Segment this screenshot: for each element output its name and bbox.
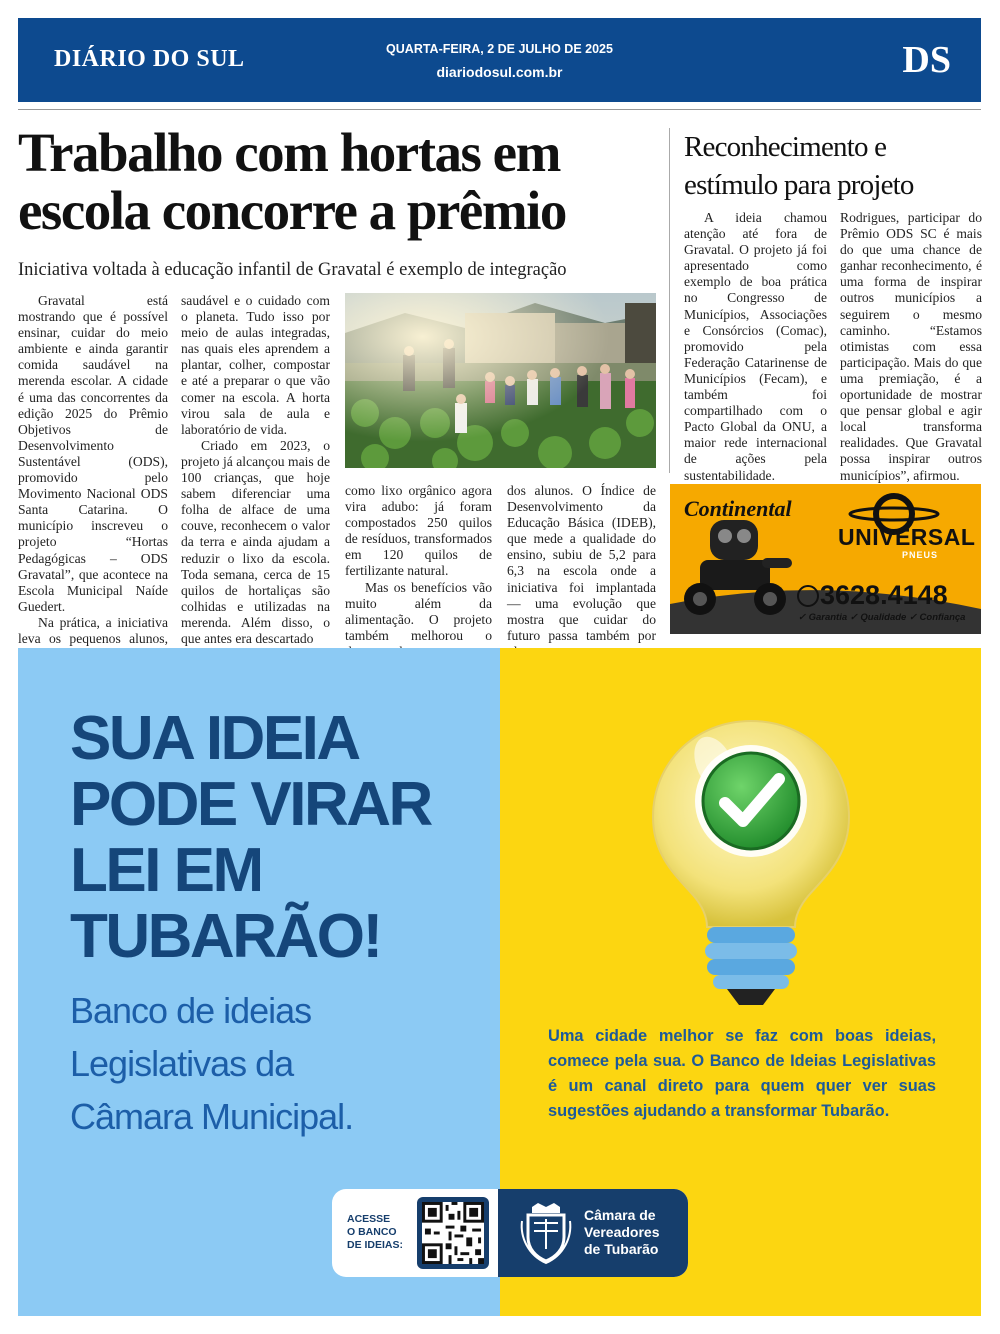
paragraph: A ideia chamou atenção até fora de Gravatal. O projeto já foi apresentado como exemplo de boa prática no Congresso de Municípios, Associações e Consórcios (Comac), promovido pela Federação Catarinense de Municípios (Fecam), e também foi compartilhado com o Pacto Global da ONU, a maior rede internacional de ações pela sustentabilidade. — [684, 210, 827, 483]
tyre-advertisement[interactable] — [670, 484, 981, 634]
ad-phone-number: 3628.4148 — [820, 580, 948, 610]
subtitle-line: Legislativas da — [70, 1043, 294, 1084]
qr-code-icon[interactable] — [417, 1197, 489, 1269]
title-line: LEI EM — [70, 836, 262, 905]
camara-line: Câmara de — [584, 1207, 656, 1223]
tubarao-crest-icon — [518, 1201, 574, 1265]
paragraph: Mas os benefícios vão muito além da alimentação. O projeto também melhorou o — [345, 579, 492, 643]
article-column-3 — [345, 483, 492, 660]
sidebar-column-2 — [840, 210, 982, 484]
newspaper-name: DIÁRIO DO SUL — [54, 46, 245, 72]
paragraph: Na prática, a iniciativa leva os pequenos alunos, — [18, 614, 168, 646]
continental-logo: Continental — [684, 496, 792, 521]
ad-tagline: ✓ Garantia ✓ Qualidade ✓ Confiança — [798, 612, 966, 623]
ad-main-title — [70, 706, 490, 970]
paragraph: Rodrigues, participar do Prêmio ODS SC é mais do que uma chance de ganhar reconhecimento, é uma forma de inspirar outros municípios a seguirem o mesmo caminho. “Estamos otimistas com essa participação. Mais do que uma premiação, é a oportunidade de mostrar que pensar global e agir local transforma realidades. Que Gravatal possa inspirar outros municípios”, afirmou. — [840, 210, 982, 483]
article-column-2 — [181, 293, 330, 647]
article-headline — [18, 124, 658, 240]
paragraph: Gravatal está mostrando que é possível ensinar, cuidar do meio ambiente e ainda garantir comida saudável na merenda escolar. A cidade é uma das concorrentes da edição 2025 do Prêmio Objetivos de Desenvolvimento Sustentável (ODS), promovido pelo Movimento Nacional ODS Santa Catarina. O município inscreveu o projeto “Hortas Pedagógicas – ODS Gravatal”, que acontece na Escola Municipal Naíde Guedert. — [18, 293, 168, 614]
paragraph: Criado em 2023, o projeto já alcançou mais de 100 crianças, que hoje sabem diferenciar uma folha de alface de uma couve, reconhecem o valor da terra e ainda ajudam a reduzir o lixo da escola. Toda semana, cerca de 15 quilos de hortaliças são colhidas e utilizadas na merenda. Além disso, o que antes era descartado — [181, 437, 330, 646]
divider — [18, 109, 981, 110]
title-line: TUBARÃO! — [70, 902, 381, 971]
headline-line: Trabalho com hortas em — [18, 122, 560, 183]
paragraph: dos alunos. O Índice de Desenvolvimento da Educação Básica (IDEB), que mede a qualidade do ensino, subiu de 5,2 para 6,3 na escola onde a iniciativa foi implantada — uma evolução que mostra que cuidar do futuro passa também por — [507, 483, 656, 643]
title-line: PODE VIRAR — [70, 770, 431, 839]
subtitle-line: Câmara Municipal. — [70, 1096, 354, 1137]
qr-code-pattern — [422, 1202, 484, 1264]
ds-logo: DS — [902, 39, 951, 81]
article-subhead: Iniciativa voltada à educação infantil de Gravatal é exemplo de integração — [18, 260, 567, 280]
sidebar-headline: Reconhecimento e estímulo para projeto — [684, 131, 914, 201]
lightbulb-icon — [645, 715, 857, 1010]
camara-name — [584, 1207, 660, 1258]
access-line: DE IDEIAS: — [347, 1239, 404, 1251]
access-label — [347, 1213, 403, 1252]
camara-line: de Tubarão — [584, 1241, 659, 1257]
masthead — [18, 18, 981, 102]
garden-photo-image — [345, 293, 656, 468]
website-link[interactable]: diariodosul.com.br — [436, 64, 563, 80]
headline-line: escola concorre a prêmio — [18, 180, 566, 241]
ad-body-text: Uma cidade melhor se faz com boas ideias, comece pela sua. O Banco de Ideias Legislativas é um canal direto para quem quer ver suas sugestões ajudando a transformar Tubarão. — [548, 1027, 936, 1120]
access-line: ACESSE — [347, 1213, 391, 1225]
title-line: SUA IDEIA — [70, 704, 359, 773]
access-line: O BANCO — [347, 1226, 397, 1238]
universal-subtitle: PNEUS — [902, 550, 939, 560]
sidebar-column-1 — [684, 210, 827, 500]
subtitle-line: Banco de ideias — [70, 990, 312, 1031]
article-column-4 — [507, 483, 656, 660]
edition-date: QUARTA-FEIRA, 2 DE JULHO DE 2025 — [386, 42, 613, 56]
camara-line: Vereadores — [584, 1224, 660, 1240]
ad-subtitle — [70, 984, 490, 1143]
paragraph: saudável e o cuidado com o planeta. Tudo isso por meio de aulas integradas, nas quais eles aprendem a plantar, colher, compostar e até a preparar o que vão comer na escola. A horta virou sala de aula e laboratório de vida. — [181, 293, 330, 437]
paragraph: como lixo orgânico agora vira adubo: já foram compostados 250 quilos de resíduos, transformados em 120 quilos de fertilizante natural. — [345, 483, 492, 579]
qr-access-box[interactable] — [332, 1189, 688, 1277]
garden-photo — [345, 293, 656, 468]
universal-logo: UNIVERSAL — [838, 524, 976, 550]
column-divider — [669, 128, 670, 473]
